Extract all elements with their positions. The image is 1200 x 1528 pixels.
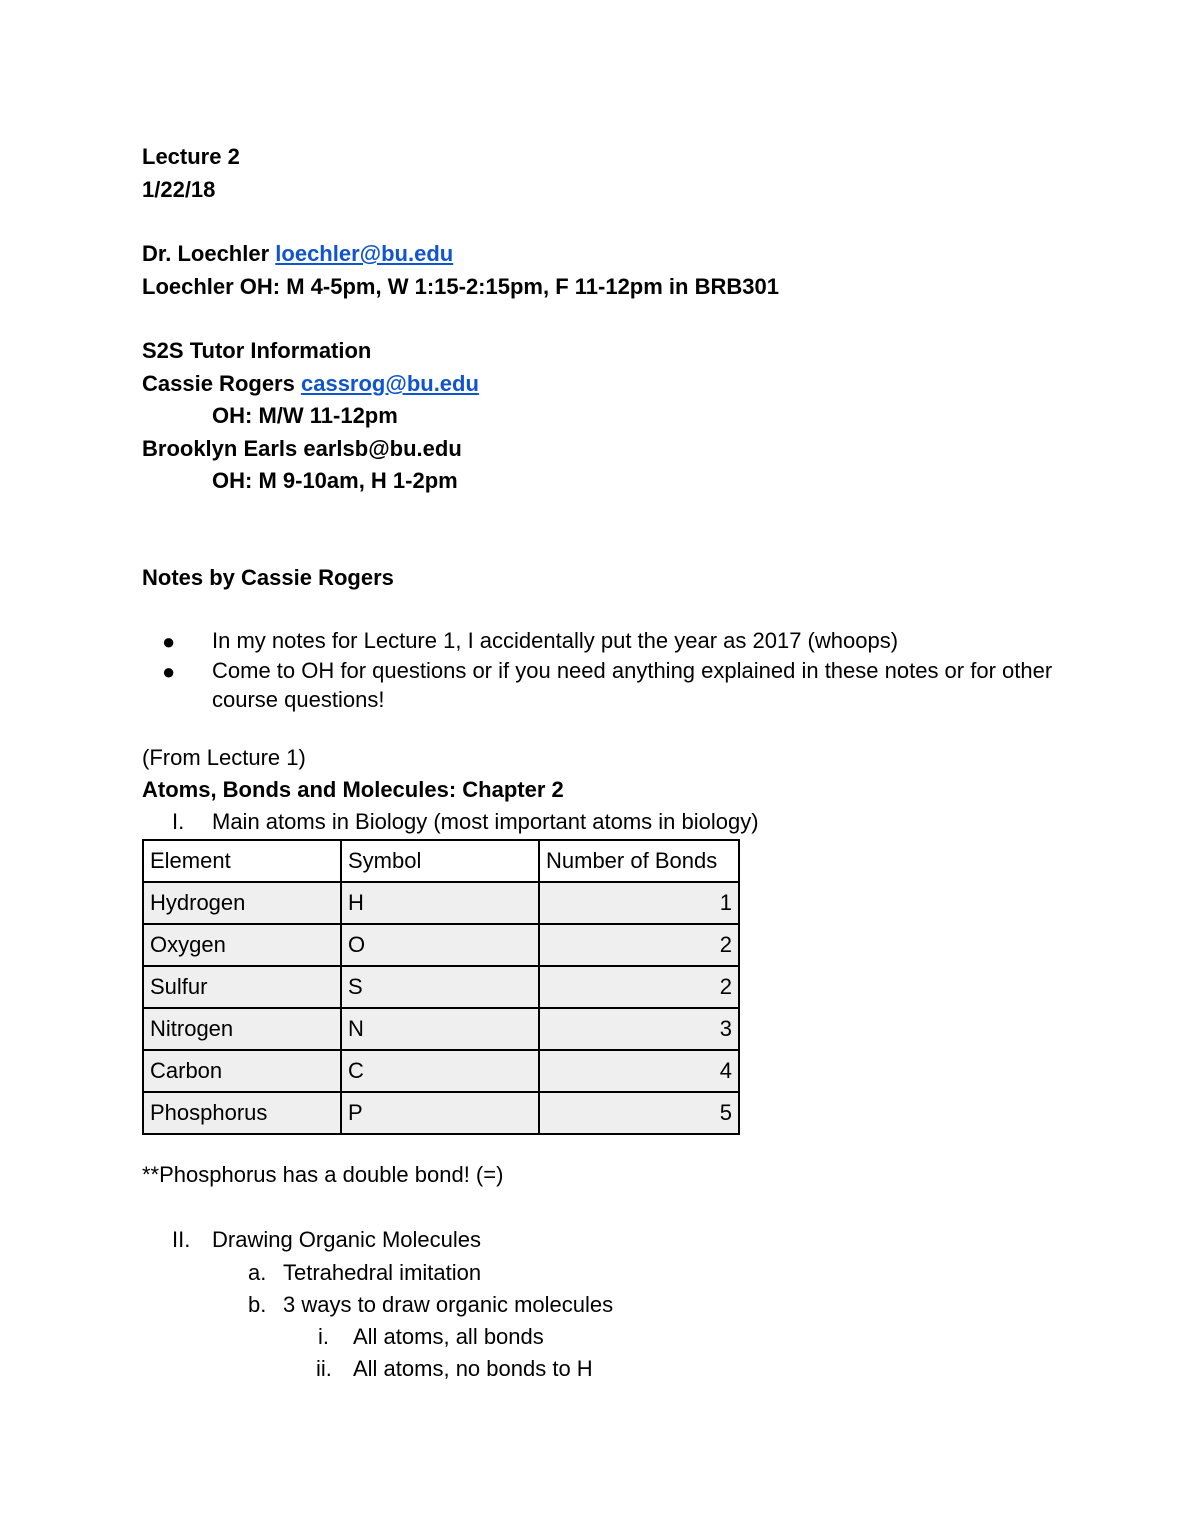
bullet-icon: ● [162,629,176,654]
header-symbol: Symbol [341,840,539,882]
cell-element: Hydrogen [143,882,341,924]
cell-element: Nitrogen [143,1008,341,1050]
lecture-title: Lecture 2 [142,144,240,169]
cell-bonds: 1 [539,882,739,924]
table-row [143,1008,739,1050]
bullet-text: Come to OH for questions or if you need anything explained in these notes or for other [212,658,1053,683]
cell-element: Phosphorus [143,1092,341,1134]
outline-number: i. [318,1324,329,1349]
from-lecture-note: (From Lecture 1) [142,745,306,770]
outline-text: All atoms, all bonds [353,1324,544,1349]
outline-number: a. [248,1260,267,1285]
outline-text: Drawing Organic Molecules [212,1227,481,1252]
cell-bonds: 2 [539,924,739,966]
professor-name: Dr. Loechler [142,241,270,266]
tutor2-line: Brooklyn Earls earlsb@bu.edu [142,436,462,461]
cell-symbol: P [341,1092,539,1134]
cell-symbol: H [341,882,539,924]
cell-symbol: C [341,1050,539,1092]
notes-title: Notes by Cassie Rogers [142,565,394,590]
header-bonds: Number of Bonds [539,840,739,882]
outline-number: b. [248,1292,267,1317]
section-title: Atoms, Bonds and Molecules: Chapter 2 [142,777,564,802]
professor-email-link[interactable]: loechler@bu.edu [275,241,454,266]
tutor1-line [142,373,479,395]
lecture-date: 1/22/18 [142,177,216,202]
cell-bonds: 3 [539,1008,739,1050]
table-row [143,1092,739,1134]
table-header-row [143,840,739,882]
table-row [143,882,739,924]
tutor1-email-link[interactable]: cassrog@bu.edu [300,371,479,396]
cell-element: Sulfur [143,966,341,1008]
outline-text: Tetrahedral imitation [283,1260,482,1285]
tutor2-office-hours: OH: M 9-10am, H 1-2pm [212,468,458,493]
cell-bonds: 5 [539,1092,739,1134]
table-footnote: **Phosphorus has a double bond! (=) [142,1162,504,1187]
elements-table [142,839,740,1135]
outline-number: I. [172,809,185,834]
outline-text: Main atoms in Biology (most important atoms in biology) [212,809,759,834]
bullet-text-continued: course questions! [212,687,385,712]
cell-bonds: 2 [539,966,739,1008]
outline-number: II. [172,1227,191,1252]
cell-symbol: O [341,924,539,966]
bullet-icon: ● [162,659,176,684]
table-row [143,1050,739,1092]
outline-text: All atoms, no bonds to H [353,1356,593,1381]
tutor1-office-hours: OH: M/W 11-12pm [212,403,398,428]
table-row [143,966,739,1008]
tutor-section-title: S2S Tutor Information [142,338,372,363]
header-element: Element [143,840,341,882]
outline-number: ii. [316,1356,332,1381]
professor-line [142,243,453,265]
cell-element: Carbon [143,1050,341,1092]
cell-symbol: N [341,1008,539,1050]
tutor1-name: Cassie Rogers [142,371,295,396]
outline-text: 3 ways to draw organic molecules [283,1292,614,1317]
cell-bonds: 4 [539,1050,739,1092]
professor-office-hours: Loechler OH: M 4-5pm, W 1:15-2:15pm, F 11-12pm in BRB301 [142,274,779,299]
cell-element: Oxygen [143,924,341,966]
cell-symbol: S [341,966,539,1008]
bullet-text: In my notes for Lecture 1, I accidentally put the year as 2017 (whoops) [212,628,899,653]
table-row [143,924,739,966]
